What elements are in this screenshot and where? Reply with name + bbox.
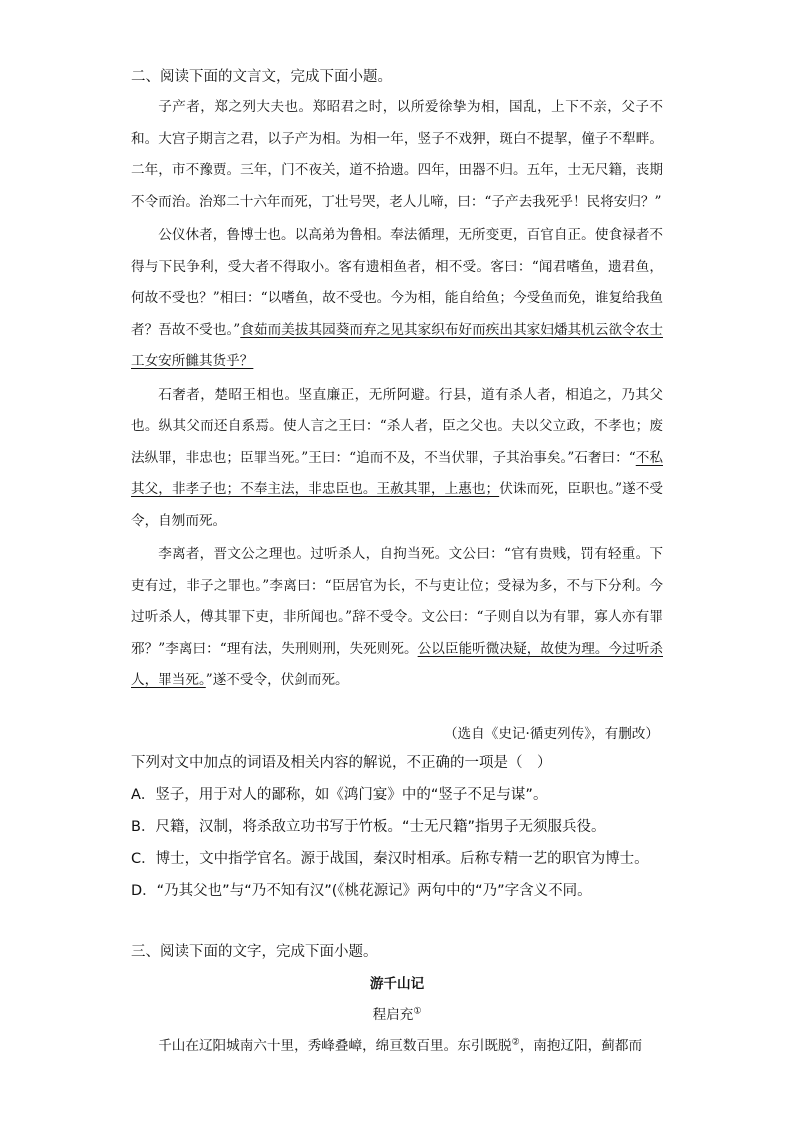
question-stem: 下列对文中加点的词语及相关内容的解说，不正确的一项是（ ）: [131, 755, 552, 771]
question-block: [131, 747, 649, 907]
passage-paragraph-4: [131, 539, 663, 697]
option-a: A．竖子，用于对人的鄙称，如《鸿门宴》中的“竖子不足与谋”。: [131, 787, 548, 803]
option-b: B．尺籍，汉制，将杀敌立功书写于竹板。“士无尺籍”指男子无须服兵役。: [131, 819, 606, 835]
essay-title: 游千山记: [369, 976, 425, 992]
passage-paragraph-2: [131, 220, 663, 378]
paragraph-3-text: 石奢者，楚昭王相也。坚直廉正，无所阿避。行县，道有杀人者，相追之，乃其父也。纵其父而还自系焉。使人言之王曰：“杀人者，臣之父也。夫以父立政，不孝也；废法纵罪，非忠也；臣罪当死。”王曰：“追而不及，不当伏罪，子其治事矣。”石奢曰：“: [131, 386, 663, 466]
passage-source: （选自《史记·循吏列传》，有删改）: [443, 726, 659, 742]
section2-heading: 二、阅读下面的文言文，完成下面小题。: [131, 69, 392, 85]
first-line-text-end: ，南抱辽阳，蓟都而: [519, 1038, 643, 1054]
essay-author: [0, 1003, 794, 1023]
first-line-text: 千山在辽阳城南六十里，秀峰叠嶂，绵亘数百里。东引既脱: [158, 1038, 512, 1054]
underlined-sentence-3: 公以臣能听微决疑，故使为理。今过听杀人，罪当死。: [131, 640, 663, 688]
passage-paragraph-1: 子产者，郑之列大夫也。郑昭君之时，以所爱徐挚为相，国乱，上下不亲，父子不和。大宫子期言之君，以子产为相。为相一年，竖子不戏狎，斑白不提挈，僮子不犁畔。二年，市不豫贾。三年，门不夜关，道不拾遗。四年，田器不归。五年，士无尺籍，丧期不令而治。治郑二十六年而死，丁壮号哭，老人儿啼，曰：“子产去我死乎！民将安归？”: [131, 99, 663, 210]
classical-passage: [131, 92, 663, 697]
underlined-sentence-1: 食茹而美拔其园葵而弃之见其家织布好而疾出其家妇燔其机云欲令农士工女安所雠其货乎？: [131, 321, 663, 369]
section3-heading: 三、阅读下面的文字，完成下面小题。: [131, 944, 378, 960]
essay-first-line: [131, 1034, 663, 1054]
paragraph-3-text-end: 伏诛而死，臣职也。”遂不受令，自刎而死。: [131, 481, 663, 529]
paragraph-4-text: 李离者，晋文公之理也。过听杀人，自拘当死。文公曰：“官有贵贱，罚有轻重。下吏有过，非子之罪也。”李离曰：“臣居官为长，不与吏让位；受禄为多，不与下分利。今过听杀人，傅其罪下吏，非所闻也。”辞不受令。文公曰：“子则自以为有罪，寡人亦有罪邪？”李离曰：“理有法，失刑则刑，失死则死。: [131, 546, 663, 657]
paragraph-2-text: 公仪休者，鲁博士也。以高弟为鲁相。奉法循理，无所变更，百官自正。使食禄者不得与下民争利，受大者不得取小。客有遗相鱼者，相不受。客曰：“闻君嗜鱼，遗君鱼，何故不受也？”相曰：“以嗜鱼，故不受也。今为相，能自给鱼；今受鱼而免，谁复给我鱼者？吾故不受也。”: [131, 227, 663, 338]
option-c: C．博士，文中指学官名。源于战国，秦汉时相承。后称专精一艺的职官为博士。: [131, 851, 649, 867]
author-footnote-mark: ①: [413, 1006, 422, 1017]
passage-paragraph-3: [131, 380, 663, 538]
author-name: 程启充: [372, 1007, 414, 1023]
option-d: D．“乃其父也”与“乃不知有汉”(《桃花源记》两句中的“乃”字含义不同。: [131, 883, 592, 899]
underlined-sentence-2: 不私其父，非孝子也；不奉主法，非忠臣也。王赦其罪，上惠也；: [131, 449, 663, 497]
footnote-mark-2: ②: [511, 1037, 520, 1048]
paragraph-4-text-end: ”遂不受令，伏剑而死。: [205, 672, 349, 688]
